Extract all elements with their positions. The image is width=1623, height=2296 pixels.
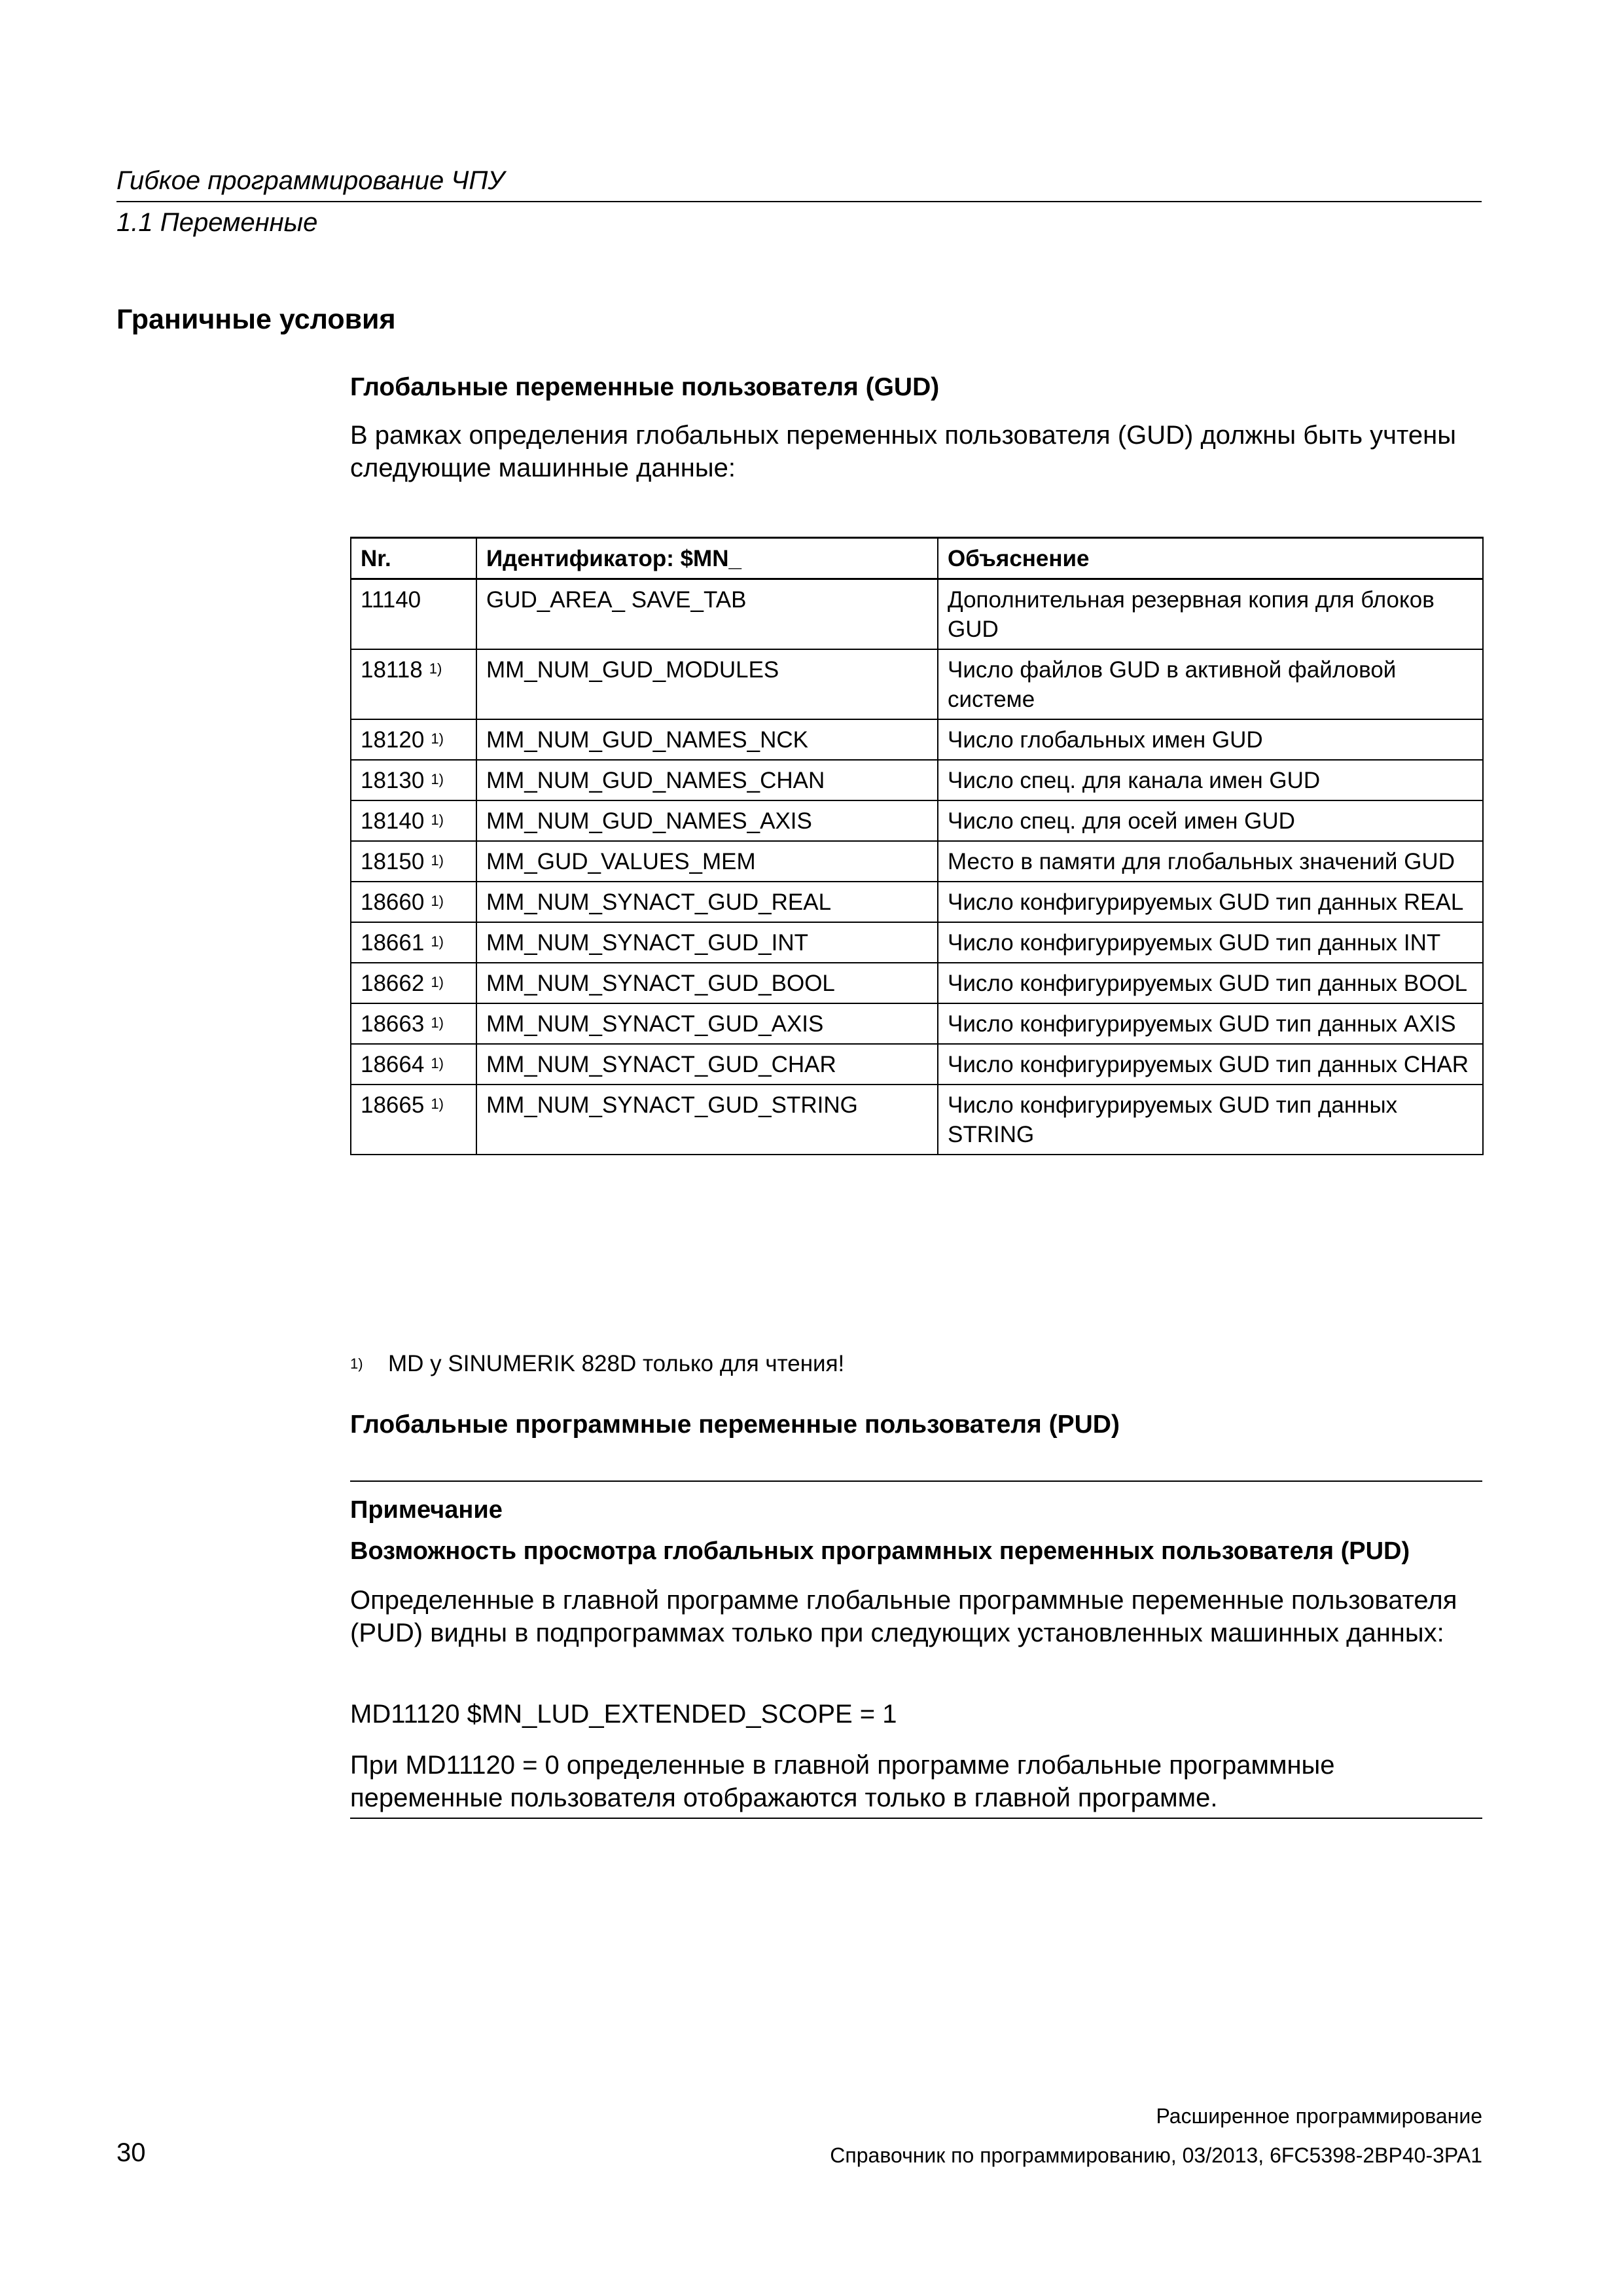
column-header-explanation: Объяснение	[938, 538, 1483, 579]
footer-book-title: Расширенное программирование	[1156, 2104, 1482, 2128]
md-number: 11140	[361, 587, 421, 613]
cell-identifier: MM_NUM_SYNACT_GUD_AXIS	[476, 1003, 938, 1044]
note-bottom-rule	[350, 1818, 1482, 1819]
footer-reference: Справочник по программированию, 03/2013, 6FC5398-2BP40-3PA1	[830, 2144, 1482, 2167]
page-title: Граничные условия	[116, 304, 396, 335]
cell-nr	[351, 1044, 476, 1085]
cell-identifier: MM_NUM_GUD_MODULES	[476, 649, 938, 719]
cell-nr	[351, 760, 476, 800]
footnote-text: MD у SINUMERIK 828D только для чтения!	[388, 1351, 845, 1376]
note-top-rule	[350, 1480, 1482, 1482]
table-row	[351, 800, 1483, 841]
cell-identifier: GUD_AREA_ SAVE_TAB	[476, 579, 938, 650]
footnote-mark: 1)	[350, 1355, 363, 1372]
cell-explanation: Число файлов GUD в активной файловой системе	[938, 649, 1483, 719]
column-header-identifier: Идентификатор: $MN_	[476, 538, 938, 579]
md-number: 18661	[361, 930, 425, 956]
footnote-reference: 1)	[431, 1055, 444, 1071]
cell-nr	[351, 1003, 476, 1044]
cell-explanation: Число конфигурируемых GUD тип данных BOOL	[938, 963, 1483, 1003]
table-row	[351, 719, 1483, 760]
table-row	[351, 579, 1483, 650]
footnote-reference: 1)	[431, 933, 444, 950]
note-subtitle: Возможность просмотра глобальных программных переменных пользователя (PUD)	[350, 1537, 1410, 1565]
cell-explanation: Число конфигурируемых GUD тип данных STRING	[938, 1085, 1483, 1155]
cell-identifier: MM_NUM_GUD_NAMES_AXIS	[476, 800, 938, 841]
cell-nr	[351, 579, 476, 650]
cell-identifier: MM_NUM_SYNACT_GUD_STRING	[476, 1085, 938, 1155]
table-row	[351, 1044, 1483, 1085]
cell-nr	[351, 719, 476, 760]
md-number: 18664	[361, 1052, 425, 1077]
md-number: 18662	[361, 971, 425, 996]
table-header-row	[351, 538, 1483, 579]
gud-intro-paragraph: В рамках определения глобальных переменных пользователя (GUD) должны быть учтены следующие машинные данные:	[350, 421, 1456, 482]
md-number: 18140	[361, 808, 425, 834]
column-header-nr: Nr.	[351, 538, 476, 579]
note-title: Примечание	[350, 1496, 503, 1524]
footnote-reference: 1)	[431, 852, 444, 869]
md-number: 18118	[361, 657, 423, 683]
cell-identifier: MM_NUM_SYNACT_GUD_CHAR	[476, 1044, 938, 1085]
md-number: 18150	[361, 849, 425, 874]
cell-explanation: Число конфигурируемых GUD тип данных INT	[938, 922, 1483, 963]
table-row	[351, 963, 1483, 1003]
cell-explanation: Число конфигурируемых GUD тип данных CHAR	[938, 1044, 1483, 1085]
footnote-reference: 1)	[431, 974, 444, 990]
header-chapter-title: Гибкое программирование ЧПУ	[116, 166, 505, 195]
cell-nr	[351, 1085, 476, 1155]
table-row	[351, 1085, 1483, 1155]
cell-explanation: Число конфигурируемых GUD тип данных REAL	[938, 882, 1483, 922]
note-paragraph-2: MD11120 $MN_LUD_EXTENDED_SCOPE = 1	[350, 1700, 897, 1729]
pud-heading: Глобальные программные переменные пользователя (PUD)	[350, 1410, 1120, 1439]
cell-identifier: MM_NUM_SYNACT_GUD_INT	[476, 922, 938, 963]
footnote-reference: 1)	[431, 893, 444, 909]
md-number: 18120	[361, 727, 425, 753]
gud-heading: Глобальные переменные пользователя (GUD)	[350, 373, 940, 401]
footnote-reference: 1)	[431, 730, 444, 747]
md-number: 18663	[361, 1011, 425, 1037]
machine-data-table	[350, 537, 1484, 1155]
table-row	[351, 1003, 1483, 1044]
footnote-reference: 1)	[431, 771, 444, 787]
md-number: 18665	[361, 1092, 425, 1118]
table-row	[351, 882, 1483, 922]
header-divider	[116, 201, 1482, 202]
table-row	[351, 760, 1483, 800]
table-row	[351, 841, 1483, 882]
cell-nr	[351, 800, 476, 841]
cell-nr	[351, 922, 476, 963]
cell-explanation: Число глобальных имен GUD	[938, 719, 1483, 760]
cell-explanation: Место в памяти для глобальных значений GUD	[938, 841, 1483, 882]
table-footnote	[350, 1350, 844, 1378]
md-number: 18130	[361, 768, 425, 793]
cell-identifier: MM_GUD_VALUES_MEM	[476, 841, 938, 882]
table-row	[351, 922, 1483, 963]
footnote-reference: 1)	[429, 660, 442, 677]
footnote-reference: 1)	[431, 1014, 444, 1031]
table-body	[351, 579, 1483, 1155]
cell-identifier: MM_NUM_GUD_NAMES_NCK	[476, 719, 938, 760]
cell-identifier: MM_NUM_SYNACT_GUD_BOOL	[476, 963, 938, 1003]
cell-nr	[351, 649, 476, 719]
table-row	[351, 649, 1483, 719]
cell-nr	[351, 882, 476, 922]
md-number: 18660	[361, 889, 425, 915]
cell-identifier: MM_NUM_SYNACT_GUD_REAL	[476, 882, 938, 922]
cell-nr	[351, 841, 476, 882]
note-paragraph-3: При MD11120 = 0 определенные в главной программе глобальные программные переменные пользователя отображаются только в главной программе.	[350, 1751, 1335, 1812]
cell-explanation: Дополнительная резервная копия для блоков GUD	[938, 579, 1483, 650]
cell-explanation: Число спец. для осей имен GUD	[938, 800, 1483, 841]
cell-explanation: Число спец. для канала имен GUD	[938, 760, 1483, 800]
cell-explanation: Число конфигурируемых GUD тип данных AXIS	[938, 1003, 1483, 1044]
footnote-reference: 1)	[431, 812, 444, 828]
header-section-title: 1.1 Переменные	[116, 208, 318, 237]
page-number: 30	[116, 2138, 146, 2167]
note-paragraph-1: Определенные в главной программе глобальные программные переменные пользователя (PUD) видны в подпрограммах только при следующих установленных машинных данных:	[350, 1586, 1457, 1647]
cell-identifier: MM_NUM_GUD_NAMES_CHAN	[476, 760, 938, 800]
cell-nr	[351, 963, 476, 1003]
footnote-reference: 1)	[431, 1096, 444, 1112]
